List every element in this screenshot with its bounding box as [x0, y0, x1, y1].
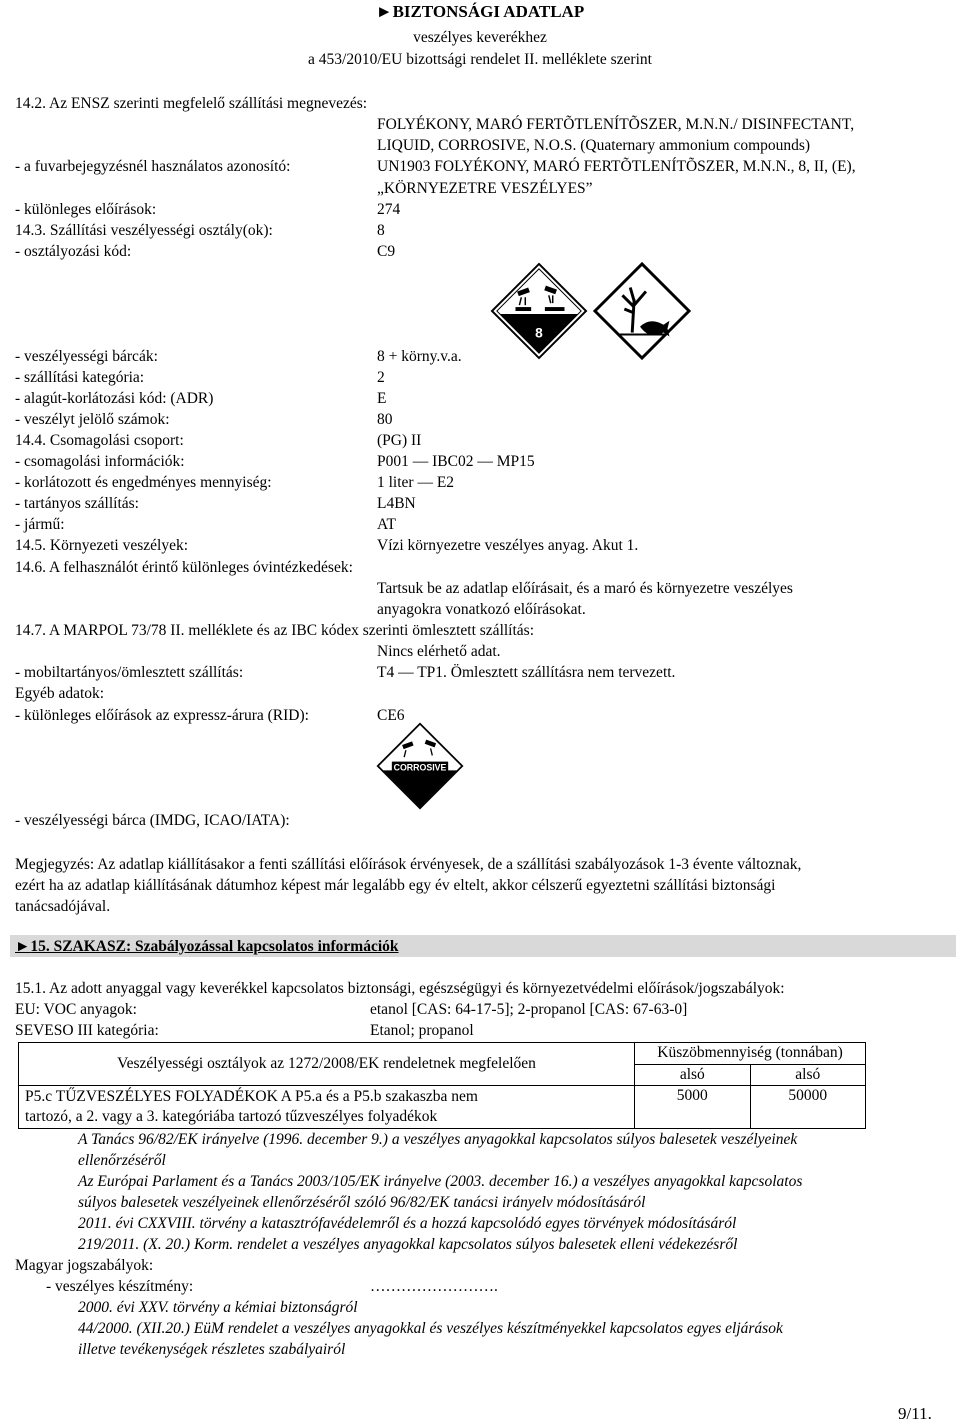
- mobile-tank-value: T4 — TP1. Ömlesztett szállításra nem tervezett.: [377, 664, 676, 681]
- proper-name-line-2: LIQUID, CORROSIVE, N.O.S. (Quaternary ammonium compounds): [377, 137, 811, 154]
- table-row-description: P5.c TŰZVESZÉLYES FOLYADÉKOK A P5.a és a P5.b szakaszba nem tartozó, a 2. vagy a 3. kategóriába tartozó tűzveszélyes folyadékok: [19, 1086, 635, 1129]
- class-8-corrosive-pictogram: [490, 262, 588, 360]
- hazard-number-value: 80: [377, 411, 393, 428]
- express-rid-value: CE6: [377, 707, 405, 724]
- limited-quantity-value: 1 liter — E2: [377, 474, 455, 491]
- table-row: [19, 1086, 866, 1129]
- voc-value: etanol [CAS: 64-17-5]; 2-propanol [CAS: 67-63-0]: [370, 1001, 688, 1018]
- table-row-value-1: 5000: [635, 1086, 750, 1129]
- hazard-labels-value: 8 + körny.v.a.: [377, 348, 462, 365]
- waybill-value-line-2: „KÖRNYEZETRE VESZÉLYES”: [377, 180, 593, 197]
- seveso-value: Etanol; propanol: [370, 1022, 474, 1039]
- s14-5-value: Vízi környezetre veszélyes anyag. Akut 1.: [377, 537, 639, 554]
- ref-96-82-line-1: A Tanács 96/82/EK irányelve (1996. december 9.) a veszélyes anyagokkal kapcsolatos súlyos balesetek veszélyeinek: [78, 1131, 798, 1148]
- document-subtitle: veszélyes keverékhez: [413, 29, 547, 46]
- s14-6-value-line-1: Tartsuk be az adatlap előírásait, és a maró és környezetre veszélyes: [377, 580, 793, 597]
- tunnel-code-value: E: [377, 390, 387, 407]
- special-provisions-label: - különleges előírások:: [15, 201, 157, 218]
- dangerous-preparation-value: …………………….: [370, 1278, 498, 1295]
- s14-3-value: 8: [377, 222, 385, 239]
- tank-transport-value: L4BN: [377, 495, 416, 512]
- page-number: 9/11.: [898, 1404, 932, 1423]
- corrosive-pictogram: [376, 722, 464, 810]
- s14-2-label: 14.2. Az ENSZ szerinti megfelelő szállítási megnevezés:: [15, 95, 368, 112]
- waybill-value-line-1: UN1903 FOLYÉKONY, MARÓ FERTÕTLENÍTÕSZER, M.N.N., 8, II, (E),: [377, 158, 856, 175]
- ref-44-2000-line-2: illetve tevékenységek részletes szabályairól: [78, 1341, 346, 1358]
- table-subheader-lower-1: alsó: [635, 1064, 750, 1086]
- seveso-label: SEVESO III kategória:: [15, 1022, 159, 1039]
- corrosive-text: CORROSIVE: [393, 762, 447, 773]
- ref-2003-105-line-2: súlyos balesetek veszélyeinek ellenőrzéséről szóló 96/82/EK tanácsi irányelv módosításáról: [78, 1194, 646, 1211]
- section-15-title: ►15. SZAKASZ: Szabályozással kapcsolatos információk: [15, 938, 399, 955]
- proper-name-line-1: FOLYÉKONY, MARÓ FERTÕTLENÍTÕSZER, M.N.N./ DISINFECTANT,: [377, 116, 855, 133]
- s14-6-value-line-2: anyagokra vonatkozó előírásokat.: [377, 601, 586, 618]
- ref-219-2011: 219/2011. (X. 20.) Korm. rendelet a veszélyes anyagokkal kapcsolatos súlyos balesetek elleni védekezésről: [78, 1236, 738, 1253]
- table-header-threshold: Küszöbmennyiség (tonnában): [635, 1043, 866, 1065]
- s14-4-value: (PG) II: [377, 432, 422, 449]
- note-line-3: tanácsadójával.: [15, 898, 111, 915]
- tank-transport-label: - tartányos szállítás:: [15, 495, 139, 512]
- note-line-2: ezért ha az adatlap kiállításának dátumhoz képest már legalább egy év eltelt, akkor célszerű egyeztetni szállítási biztonsági: [15, 877, 776, 894]
- ref-2000-xxv: 2000. évi XXV. törvény a kémiai biztonságról: [78, 1299, 358, 1316]
- mobile-tank-label: - mobiltartányos/ömlesztett szállítás:: [15, 664, 244, 681]
- table-row-value-2: 50000: [750, 1086, 865, 1129]
- limited-quantity-label: - korlátozott és engedményes mennyiség:: [15, 474, 272, 491]
- classification-code-value: C9: [377, 243, 396, 260]
- table-header-classes: Veszélyességi osztályok az 1272/2008/EK rendeletnek megfelelően: [19, 1043, 635, 1086]
- hazard-labels-label: - veszélyességi bárcák:: [15, 348, 158, 365]
- s14-7-label: 14.7. A MARPOL 73/78 II. melléklete és az IBC kódex szerinti ömlesztett szállítás:: [15, 622, 535, 639]
- transport-category-label: - szállítási kategória:: [15, 369, 145, 386]
- express-rid-label: - különleges előírások az expressz-árura (RID):: [15, 707, 309, 724]
- hungarian-law-label: Magyar jogszabályok:: [15, 1257, 154, 1274]
- table-subheader-lower-2: alsó: [750, 1064, 865, 1086]
- document-regulation: a 453/2010/EU bizottsági rendelet II. melléklete szerint: [308, 51, 652, 68]
- ref-44-2000-line-1: 44/2000. (XII.20.) EüM rendelet a veszélyes anyagokkal és veszélyes készítményekkel kapcsolatos egyes eljárások: [78, 1320, 783, 1337]
- packing-info-label: - csomagolási információk:: [15, 453, 185, 470]
- waybill-label: - a fuvarbejegyzésnél használatos azonosító:: [15, 158, 291, 175]
- s14-7-value: Nincs elérhető adat.: [377, 643, 501, 660]
- ref-96-82-line-2: ellenőrzéséről: [78, 1152, 166, 1169]
- packing-info-value: P001 — IBC02 — MP15: [377, 453, 535, 470]
- s14-4-label: 14.4. Csomagolási csoport:: [15, 432, 184, 449]
- tunnel-code-label: - alagút-korlátozási kód: (ADR): [15, 390, 214, 407]
- ref-2011-cxxviii: 2011. évi CXXVIII. törvény a katasztrófavédelemről és a hozzá kapcsolódó egyes törvények módosításáról: [78, 1215, 737, 1232]
- ref-2003-105-line-1: Az Európai Parlament és a Tanács 2003/105/EK irányelve (2003. december 16.) a veszélyes anyagokkal kapcsolatos: [78, 1173, 803, 1190]
- voc-label: EU: VOC anyagok:: [15, 1001, 137, 1018]
- class-number-label: 8: [535, 325, 543, 341]
- document-title: ►BIZTONSÁGI ADATLAP: [375, 2, 585, 21]
- transport-category-value: 2: [377, 369, 385, 386]
- note-line-1: Megjegyzés: Az adatlap kiállításakor a fenti szállítási előírások érvényesek, de a szállítási szabályozások 1-3 évente változnak,: [15, 856, 802, 873]
- s15-1-label: 15.1. Az adott anyaggal vagy keverékkel kapcsolatos biztonsági, egészségügyi és környezetvédelmi előírások/jogszabályok:: [15, 980, 785, 997]
- imdg-label: - veszélyességi bárca (IMDG, ICAO/IATA):: [15, 812, 290, 829]
- vehicle-value: AT: [377, 516, 396, 533]
- special-provisions-value: 274: [377, 201, 401, 218]
- hazard-number-label: - veszélyt jelölő számok:: [15, 411, 170, 428]
- classification-code-label: - osztályozási kód:: [15, 243, 132, 260]
- environment-hazard-pictogram: [593, 262, 691, 360]
- dangerous-preparation-label: - veszélyes készítmény:: [46, 1278, 194, 1295]
- other-data-label: Egyéb adatok:: [15, 685, 105, 702]
- s14-5-label: 14.5. Környezeti veszélyek:: [15, 537, 189, 554]
- seveso-table: [18, 1042, 866, 1129]
- s14-3-label: 14.3. Szállítási veszélyességi osztály(ok):: [15, 222, 273, 239]
- s14-6-label: 14.6. A felhasználót érintő különleges óvintézkedések:: [15, 559, 353, 576]
- vehicle-label: - jármű:: [15, 516, 65, 533]
